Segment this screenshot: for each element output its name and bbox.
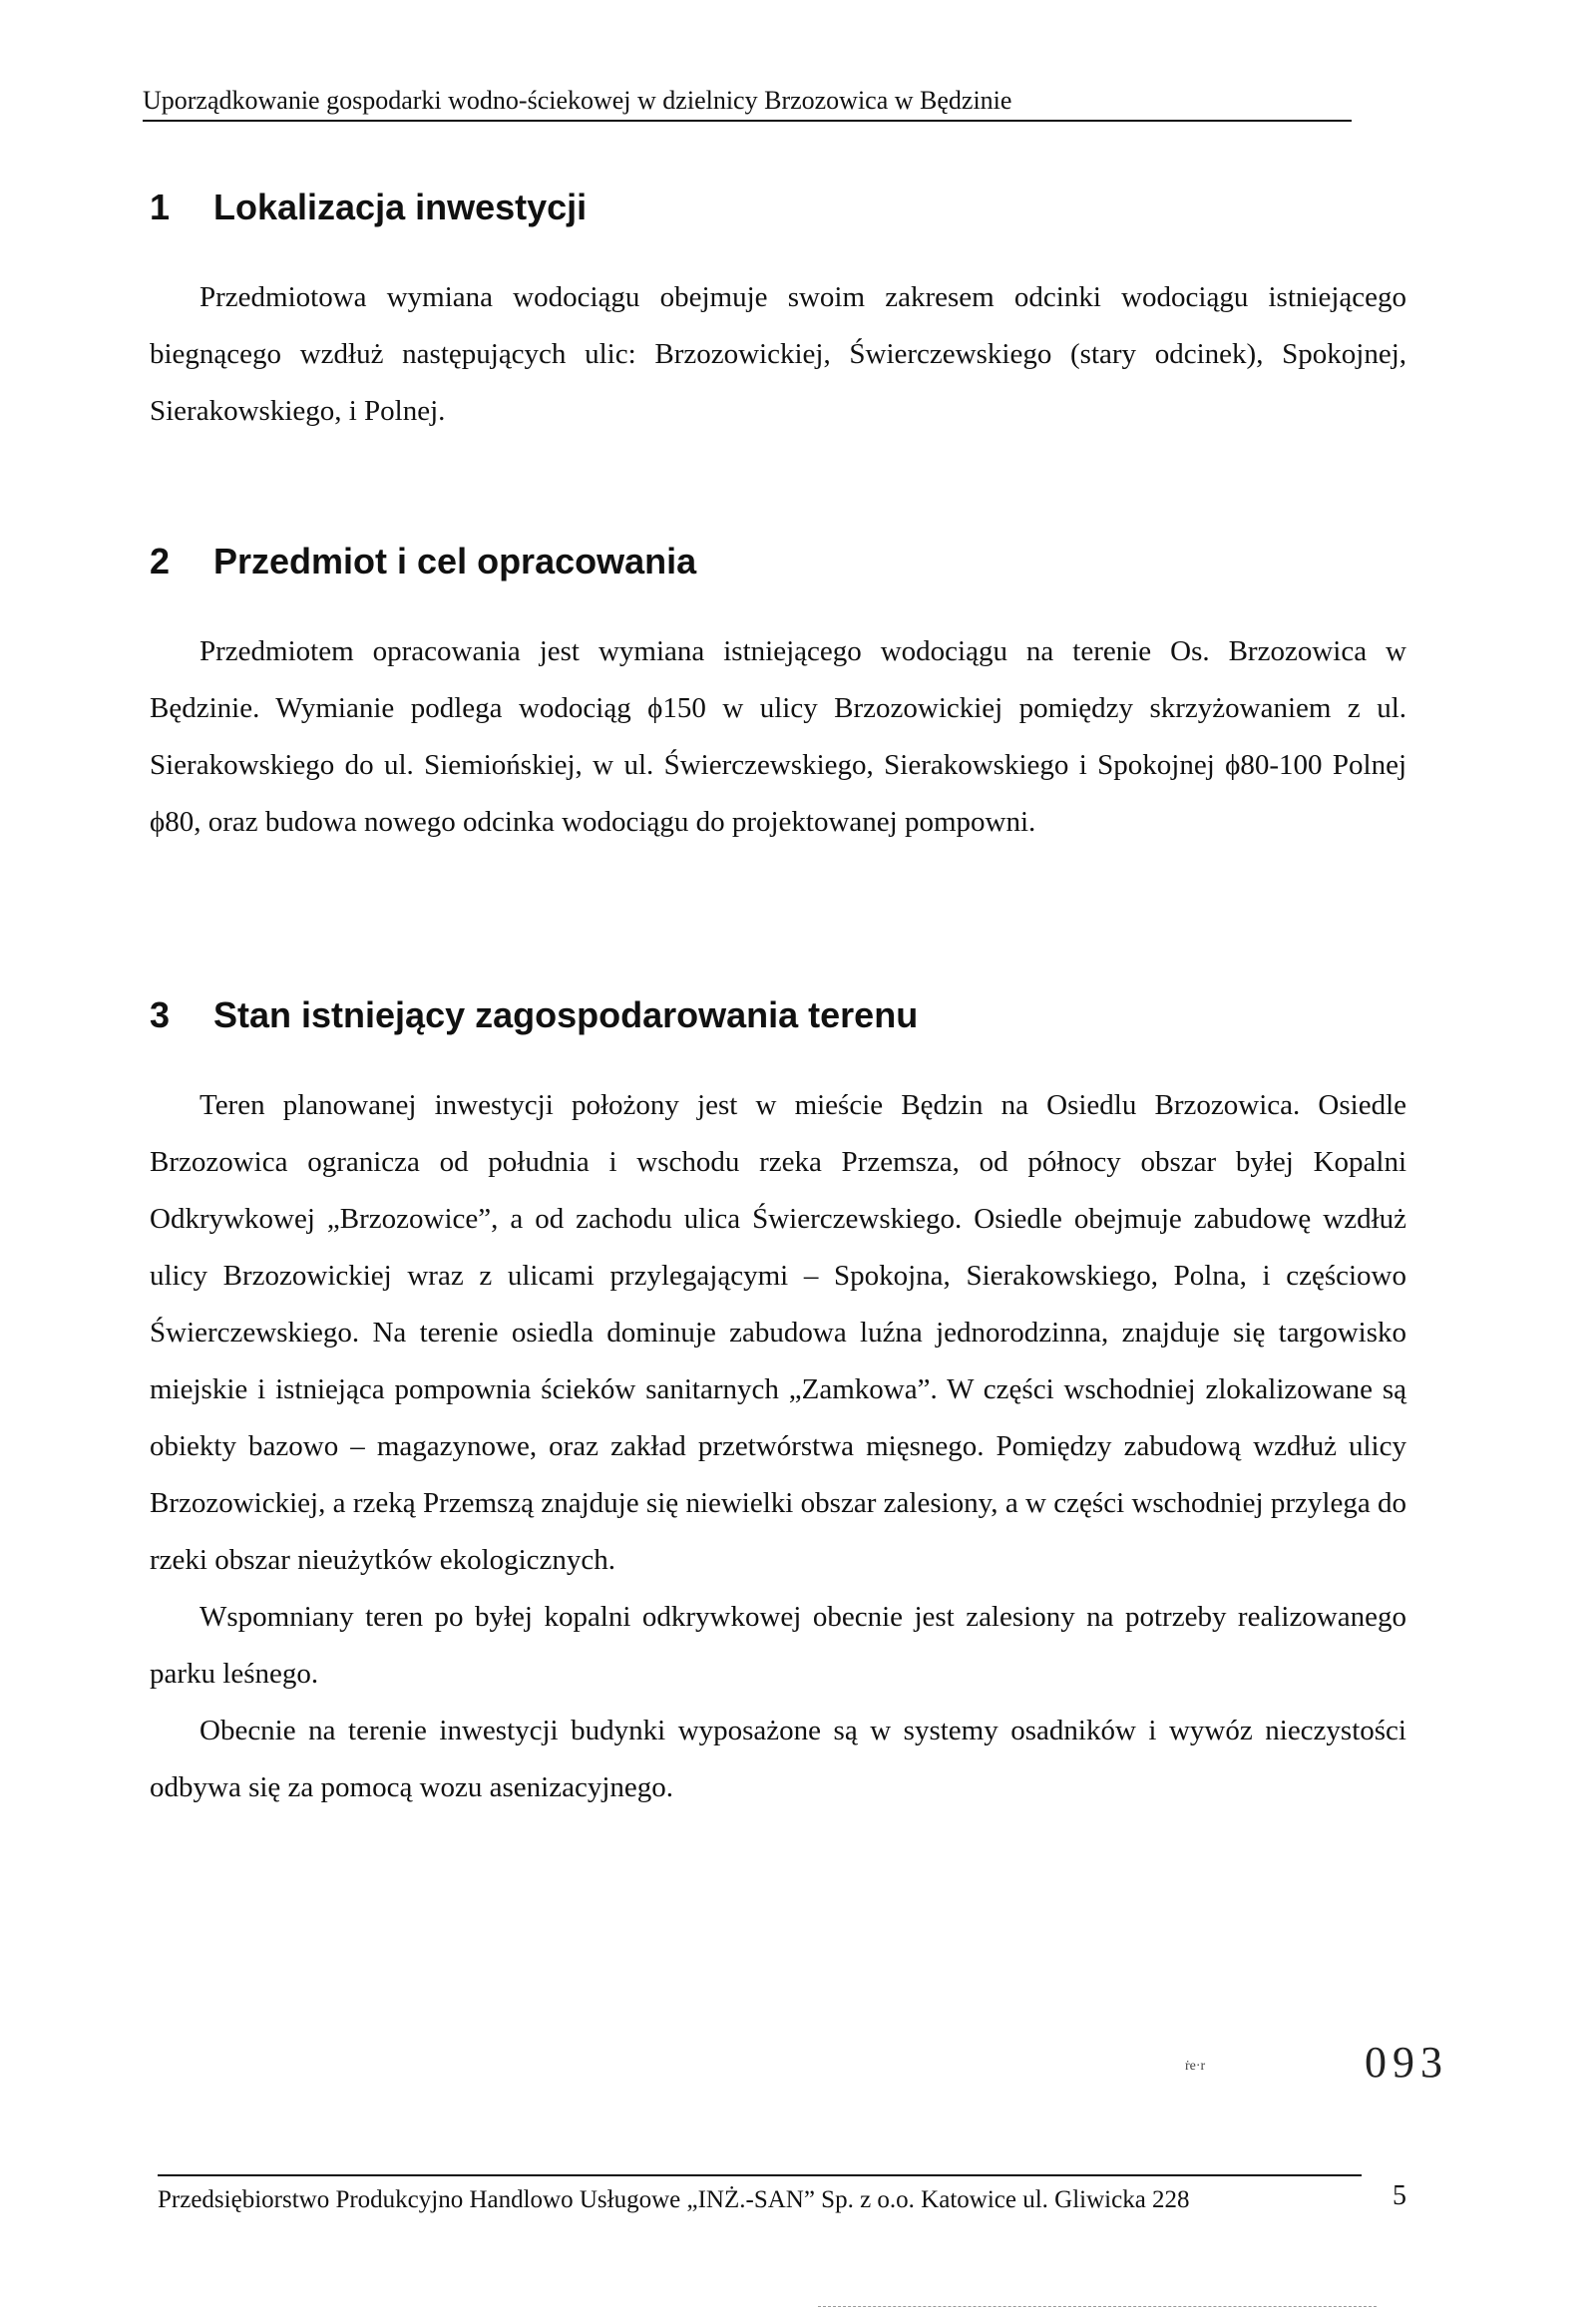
- footer-rule: [158, 2174, 1362, 2176]
- section-number: 2: [150, 541, 171, 581]
- section-heading: [150, 540, 1406, 583]
- paragraph: Obecnie na terenie inwestycji budynki wyposażone są w systemy osadników i wywóz nieczystości odbywa się za pomocą wozu asenizacyjnego.: [150, 1715, 1406, 1803]
- section-heading: [150, 993, 1406, 1037]
- paragraph: Przedmiotowa wymiana wodociągu obejmuje swoim zakresem odcinki wodociągu istniejącego biegnącego wzdłuż następujących ulic: Brzozowickiej, Świerczewskiego (stary odcinek), Spokojnej, Sierakowskiego, i Polnej.: [150, 281, 1406, 427]
- section-title: Przedmiot i cel opracowania: [213, 541, 697, 581]
- page-stamp-number: 093: [1365, 2038, 1448, 2087]
- section-2: [150, 540, 1406, 851]
- section-number: 1: [150, 187, 171, 227]
- paragraph: Przedmiotem opracowania jest wymiana istniejącego wodociągu na terenie Os. Brzozowica w Będzinie. Wymianie podlega wodociąg ϕ150 w ulicy Brzozowickiej pomiędzy skrzyżowaniem z ul. Sierakowskiego do ul. Siemiońskiej, w ul. Świerczewskiego, Sierakowskiego i Spokojnej ϕ80-100 Polnej ϕ80, oraz budowa nowego odcinka wodociągu do projektowanej pompowni.: [150, 635, 1406, 838]
- running-header: Uporządkowanie gospodarki wodno-ściekowej w dzielnicy Brzozowica w Będzinie: [143, 84, 1352, 122]
- footer-text: Przedsiębiorstwo Produkcyjno Handlowo Usługowe „INŻ.-SAN” Sp. z o.o. Katowice ul. Gliwicka 228: [158, 2186, 1190, 2213]
- section-heading: [150, 186, 1406, 229]
- section-number: 3: [150, 994, 171, 1035]
- page-number: 5: [1393, 2180, 1406, 2211]
- scan-artifact-line: [818, 2306, 1377, 2307]
- section-title: Lokalizacja inwestycji: [213, 187, 588, 227]
- paragraph: Wspomniany teren po byłej kopalni odkrywkowej obecnie jest zalesiony na potrzeby realizowanego parku leśnego.: [150, 1601, 1406, 1690]
- section-title: Stan istniejący zagospodarowania terenu: [213, 994, 919, 1035]
- section-1: [150, 186, 1406, 440]
- stamp-mark: ṙe·r: [1185, 2059, 1206, 2074]
- paragraph: Teren planowanej inwestycji położony jest w mieście Będzin na Osiedlu Brzozowica. Osiedle Brzozowica ogranicza od południa i wschodu rzeka Przemsza, od północy obszar byłej Kopalni Odkrywkowej „Brzozowice”, a od zachodu ulica Świerczewskiego. Osiedle obejmuje zabudowę wzdłuż ulicy Brzozowickiej wraz z ulicami przylegającymi – Spokojna, Sierakowskiego, Polna, i częściowo Świerczewskiego. Na terenie osiedla dominuje zabudowa luźna jednorodzinna, znajduje się targowisko miejskie i istniejąca pompownia ścieków sanitarnych „Zamkowa”. W części wschodniej zlokalizowane są obiekty bazowo – magazynowe, oraz zakład przetwórstwa mięsnego. Pomiędzy zabudową wzdłuż ulicy Brzozowickiej, a rzeką Przemszą znajduje się niewielki obszar zalesiony, a w części wschodniej przylega do rzeki obszar nieużytków ekologicznych.: [150, 1089, 1406, 1576]
- section-3: [150, 993, 1406, 1816]
